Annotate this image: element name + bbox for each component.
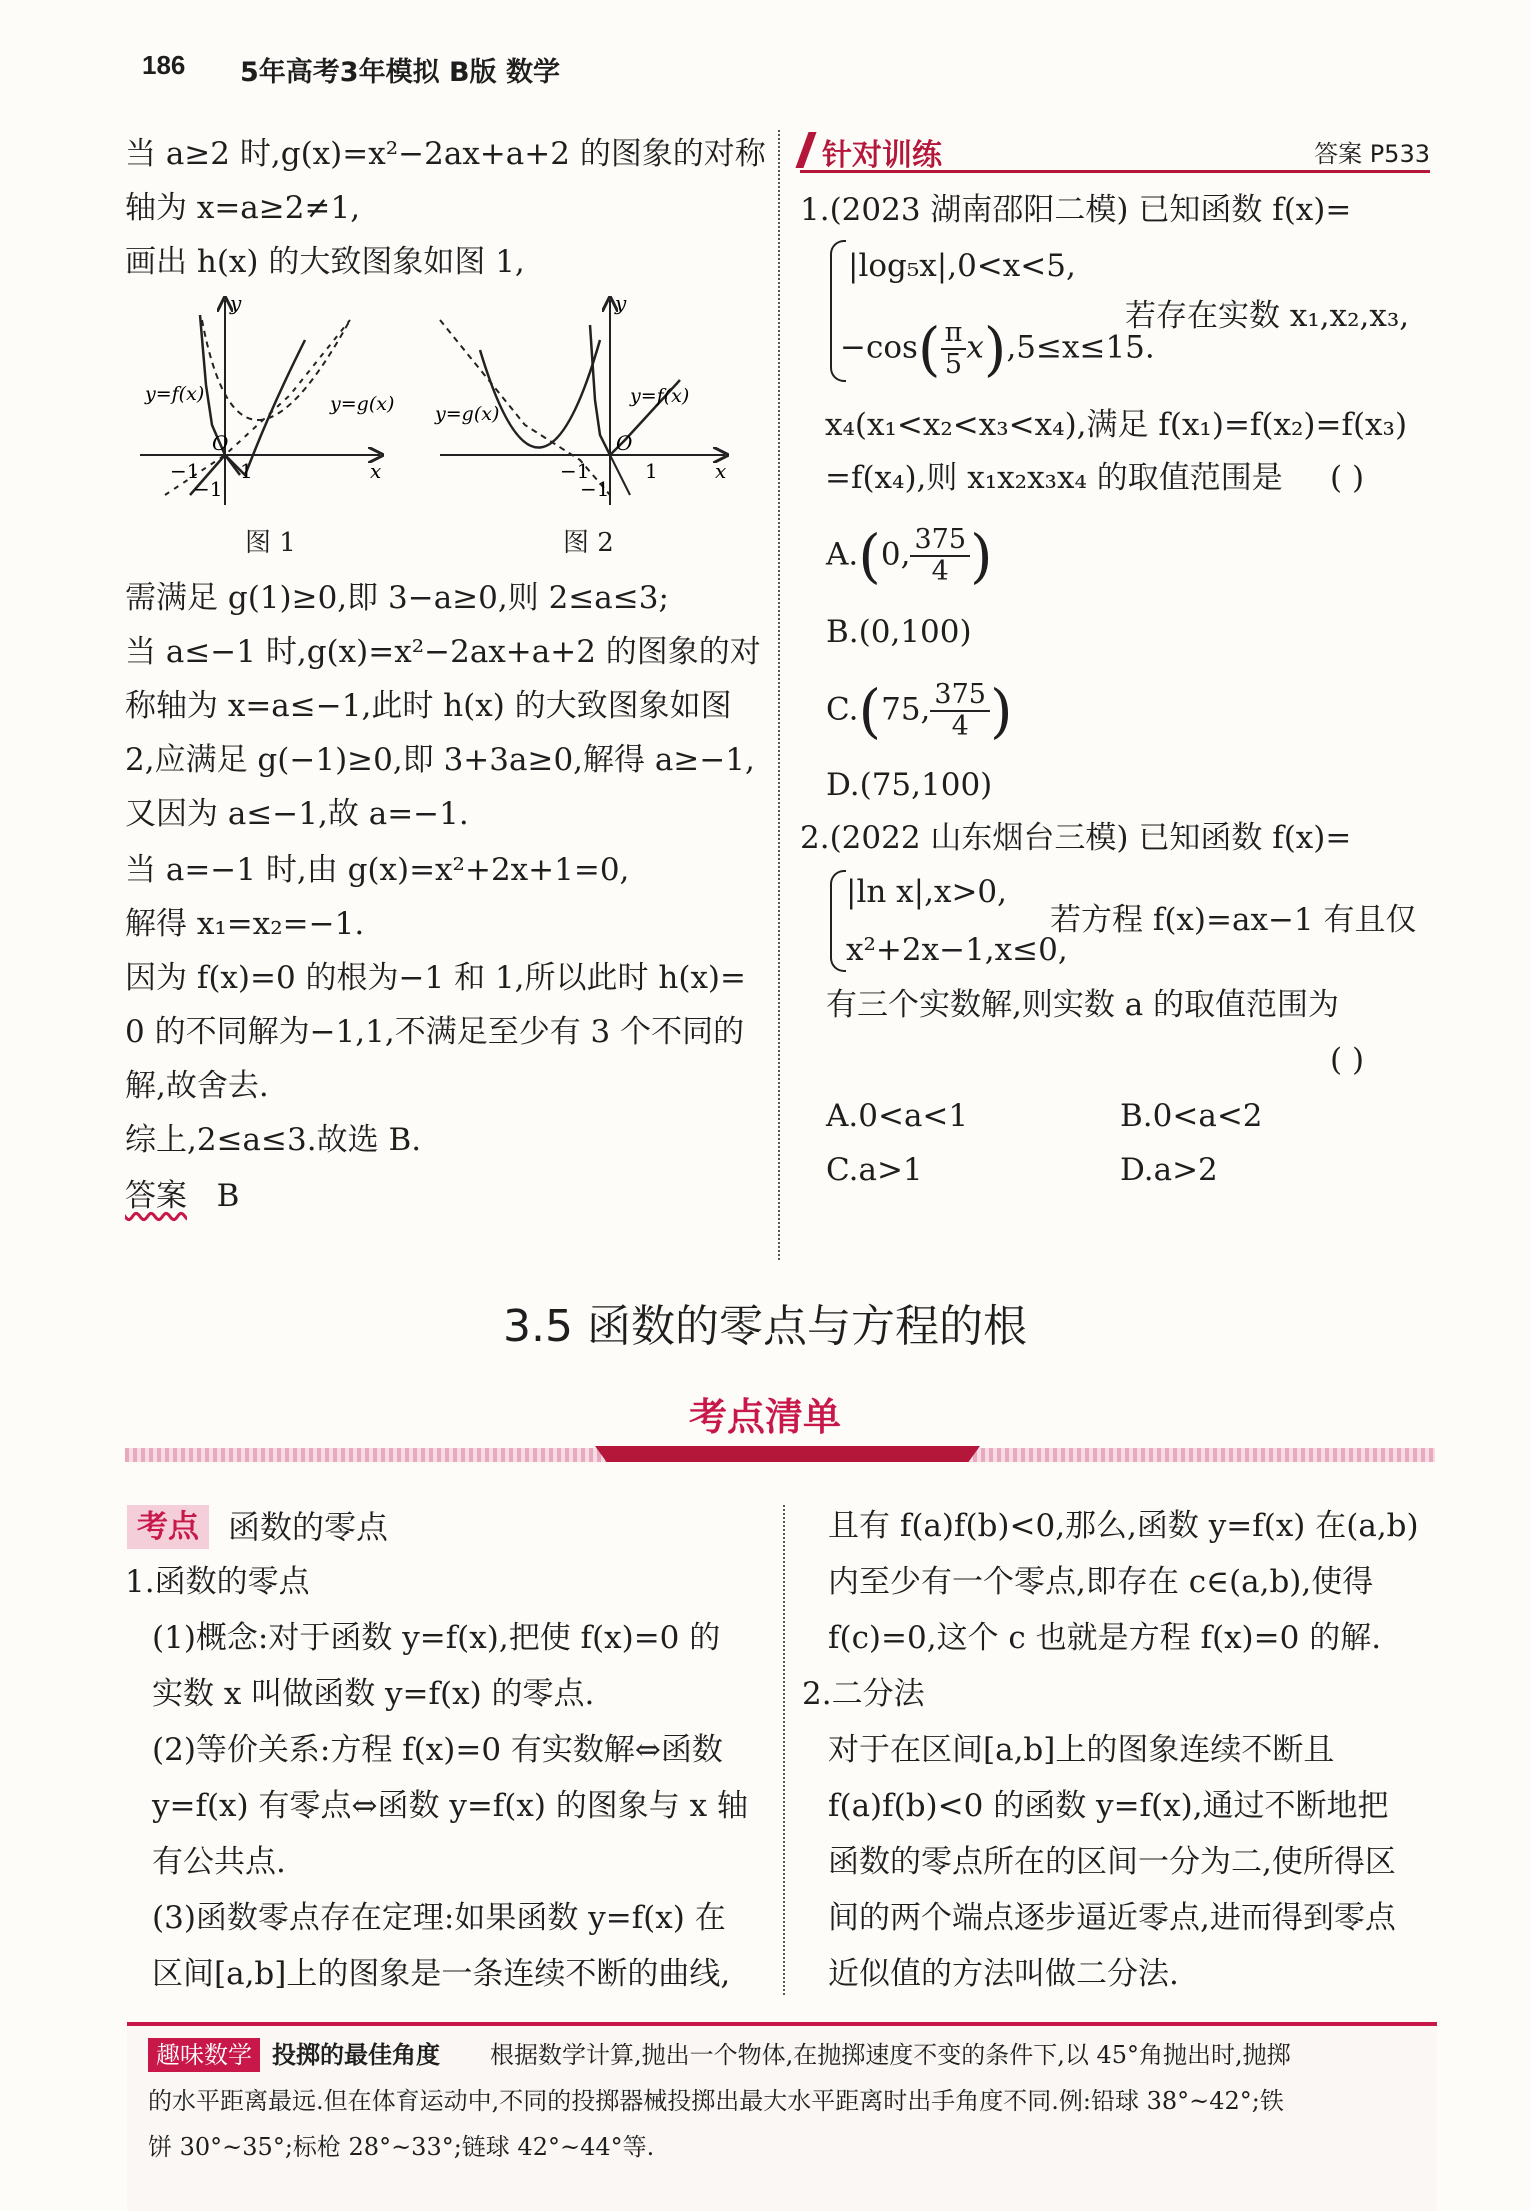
training-header: [800, 128, 1430, 173]
kaodian-left-line: 区间[a,b]上的图象是一条连续不断的曲线,: [152, 1956, 731, 1992]
column-divider: [783, 1505, 785, 1995]
q1-stem: 1.(2023 湖南邵阳二模) 已知函数 f(x)=: [800, 192, 1352, 228]
kaodian-tag: 考点: [127, 1505, 209, 1549]
kaodian-right-line: 对于在区间[a,b]上的图象连续不断且: [828, 1732, 1335, 1768]
q2-case2: x²+2x−1,x≤0,: [846, 932, 1068, 968]
answer-line: [125, 1176, 239, 1216]
fun-math-line: 的水平距离最远.但在体育运动中,不同的投掷器械投掷出最大水平距离时出手角度不同.例:铅球 38°~42°;铁: [148, 2087, 1284, 2115]
training-title: 针对训练: [822, 138, 942, 173]
axis-x-label: x: [715, 459, 727, 483]
kaodian-left-line: 实数 x 叫做函数 y=f(x) 的零点.: [152, 1676, 595, 1712]
origin-label: O: [212, 431, 229, 455]
kaodian-left-line: (1)概念:对于函数 y=f(x),把使 f(x)=0 的: [152, 1620, 721, 1656]
text-line: 当 a≥2 时,g(x)=x²−2ax+a+2 的图象的对称: [125, 136, 766, 172]
text-line: 当 a≤−1 时,g(x)=x²−2ax+a+2 的图象的对: [125, 634, 761, 670]
q2-stem: 2.(2022 山东烟台三模) 已知函数 f(x)=: [800, 820, 1352, 856]
origin-label: O: [616, 431, 633, 455]
section-subtitle: 考点清单: [688, 1395, 841, 1439]
figure-2-caption: 图 2: [563, 528, 614, 558]
fun-math-line: 饼 30°~35°;标枪 28°~33°;链球 42°~44°等.: [148, 2133, 655, 2161]
q2-side: 若方程 f(x)=ax−1 有且仅: [1050, 902, 1417, 938]
fun-math-tag: 趣味数学: [148, 2038, 260, 2072]
decorative-band-center: [595, 1446, 980, 1462]
column-divider: [778, 130, 780, 1260]
answer-value: B: [216, 1178, 240, 1214]
answer-label: 答案: [125, 1178, 187, 1214]
kaodian-name: 函数的零点: [228, 1508, 389, 1546]
kaodian-right-line: 近似值的方法叫做二分法.: [828, 1956, 1179, 1992]
kaodian-left-line: (2)等价关系:方程 f(x)=0 有实数解⇔函数: [152, 1732, 723, 1768]
text-line: 轴为 x=a≥2≠1,: [125, 190, 361, 226]
g-label: y=g(x): [435, 403, 500, 425]
kaodian-right-line: f(a)f(b)<0 的函数 y=f(x),通过不断地把: [828, 1788, 1389, 1824]
text-line: 称轴为 x=a≤−1,此时 h(x) 的大致图象如图: [125, 688, 732, 724]
tick-1: 1: [645, 459, 658, 483]
kaodian-right-line: 2.二分法: [802, 1676, 925, 1712]
g-curve: [480, 340, 600, 448]
kaodian-right-line: 内至少有一个零点,即存在 c∈(a,b),使得: [828, 1564, 1374, 1600]
f-label: y=f(x): [145, 383, 205, 405]
text-line: 当 a=−1 时,由 g(x)=x²+2x+1=0,: [125, 852, 630, 888]
tick-neg1: −1: [560, 459, 590, 483]
section-title: 3.5 函数的零点与方程的根: [503, 1301, 1027, 1352]
kaodian-left-line: 有公共点.: [152, 1844, 286, 1880]
tick-neg1: −1: [170, 459, 200, 483]
f-branch: [610, 455, 630, 495]
page-number: 186: [142, 50, 186, 80]
brace: [830, 870, 846, 972]
axis-y-label: y: [230, 291, 242, 315]
text-line: 需满足 g(1)≥0,即 3−a≥0,则 2≤a≤3;: [125, 580, 669, 616]
q2-line3: 有三个实数解,则实数 a 的取值范围为: [826, 987, 1340, 1023]
answer-ref: 答案 P533: [1314, 140, 1430, 168]
kaodian-right-line: 且有 f(a)f(b)<0,那么,函数 y=f(x) 在(a,b): [828, 1508, 1419, 1544]
figure-2: [430, 290, 740, 520]
fun-math-title: 投掷的最佳角度: [272, 2041, 440, 2069]
q2-option-d: D.a>2: [1120, 1152, 1218, 1188]
kaodian-right-line: 函数的零点所在的区间一分为二,使所得区: [828, 1844, 1396, 1880]
kaodian-right-line: 间的两个端点逐步逼近零点,进而得到零点: [828, 1900, 1396, 1936]
q1-option-c: C.(75, $\frac{375}{4}$ ): [826, 677, 1013, 745]
kaodian-left-line: 1.函数的零点: [125, 1564, 310, 1600]
book-title: 5年高考3年模拟 B版 数学: [240, 57, 560, 88]
q2-case1: |ln x|,x>0,: [846, 874, 1007, 910]
text-line: 因为 f(x)=0 的根为−1 和 1,所以此时 h(x)=: [125, 960, 746, 996]
q1-case2: −cos( $\frac{\pi}{5}$ x),5≤x≤15.: [840, 315, 1155, 383]
text-line: 综上,2≤a≤3.故选 B.: [125, 1122, 422, 1158]
text-line: 2,应满足 g(−1)≥0,即 3+3a≥0,解得 a≥−1,: [125, 742, 755, 778]
tick-neg1-y: −1: [580, 477, 610, 501]
tick-neg1-y: −1: [193, 477, 223, 501]
q2-option-b: B.0<a<2: [1120, 1098, 1263, 1134]
text-line: 解,故舍去.: [125, 1068, 269, 1104]
q2-option-a: A.0<a<1: [826, 1098, 969, 1134]
kaodian-right-line: f(c)=0,这个 c 也就是方程 f(x)=0 的解.: [828, 1620, 1382, 1656]
q1-case1: |log₅x|,0<x<5,: [848, 248, 1076, 284]
fun-math-line: 根据数学计算,抛出一个物体,在抛掷速度不变的条件下,以 45°角抛出时,抛掷: [490, 2041, 1291, 2069]
text-line: 又因为 a≤−1,故 a=−1.: [125, 796, 469, 832]
figure-1-caption: 图 1: [245, 528, 296, 558]
kaodian-left-line: (3)函数零点存在定理:如果函数 y=f(x) 在: [152, 1900, 726, 1936]
text-line: 解得 x₁=x₂=−1.: [125, 906, 365, 942]
slash-icon: [795, 132, 816, 168]
axis-x-label: x: [370, 459, 382, 483]
q1-side: 若存在实数 x₁,x₂,x₃,: [1125, 298, 1410, 334]
q2-option-c: C.a>1: [826, 1152, 923, 1188]
kaodian-left-line: y=f(x) 有零点⇔函数 y=f(x) 的图象与 x 轴: [152, 1788, 748, 1824]
q1-line3: x₄(x₁<x₂<x₃<x₄),满足 f(x₁)=f(x₂)=f(x₃): [825, 407, 1408, 443]
text-line: 画出 h(x) 的大致图象如图 1,: [125, 244, 525, 280]
axis-y-label: y: [615, 291, 627, 315]
q2-blank: ( ): [1330, 1042, 1365, 1078]
q1-option-a: A.(0, $\frac{375}{4}$ ): [826, 522, 993, 590]
q1-option-b: B.(0,100): [826, 614, 972, 650]
q1-line4: =f(x₄),则 x₁x₂x₃x₄ 的取值范围是: [825, 460, 1283, 496]
figure-1: [130, 290, 410, 520]
q1-blank: ( ): [1330, 460, 1365, 496]
g-label: y=g(x): [330, 393, 395, 415]
f-label: y=f(x): [630, 385, 690, 407]
tick-1: 1: [240, 459, 253, 483]
text-line: 0 的不同解为−1,1,不满足至少有 3 个不同的: [125, 1014, 745, 1050]
q1-option-d: D.(75,100): [826, 767, 993, 803]
